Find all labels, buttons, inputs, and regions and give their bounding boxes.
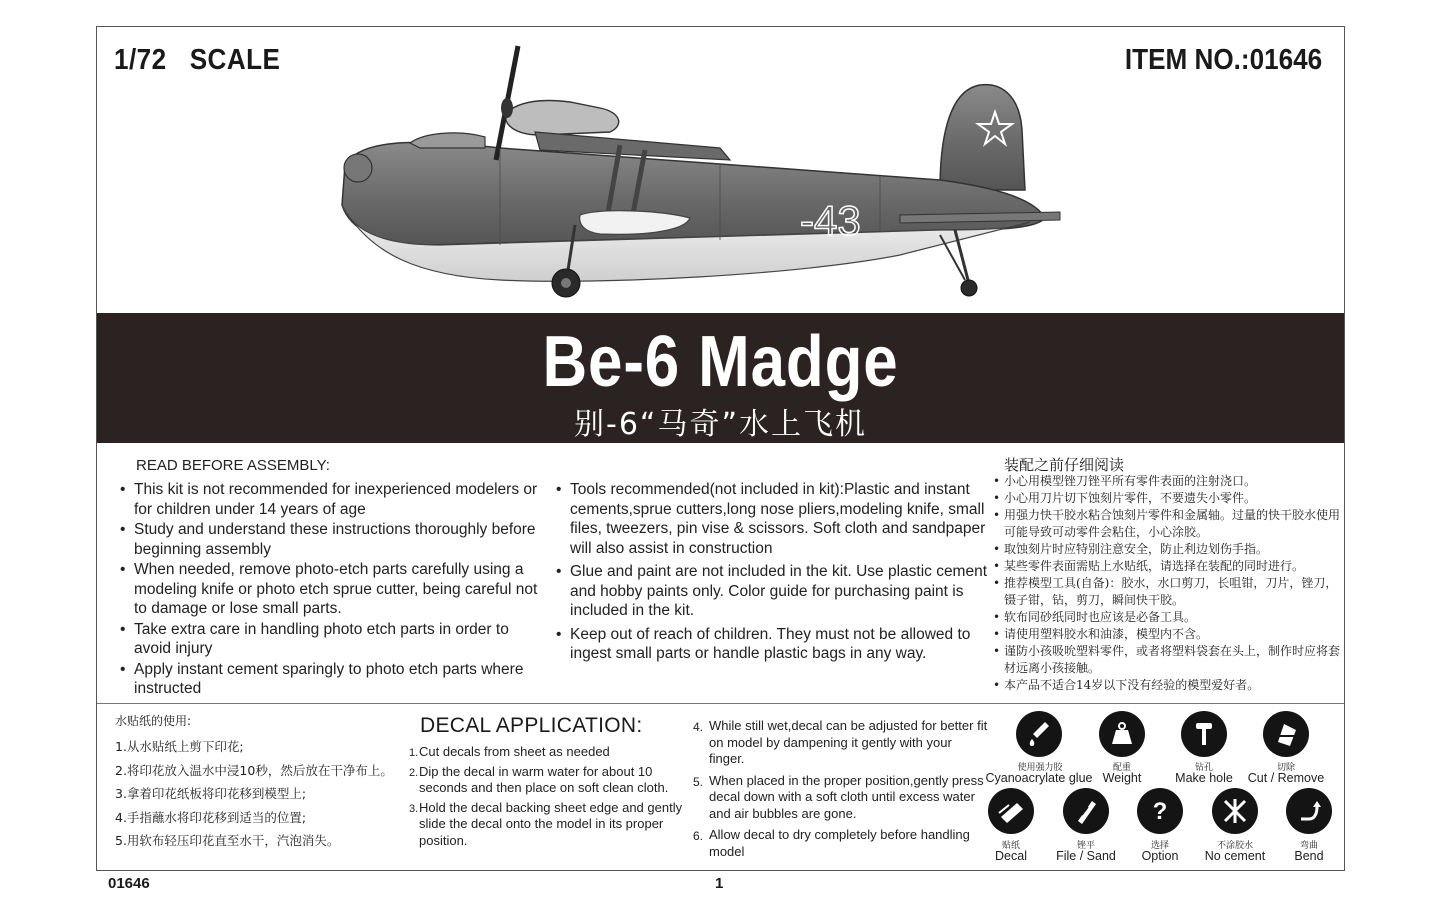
decal-step: 1. Cut decals from sheet as needed xyxy=(409,744,610,759)
chinese-note: • 本产品不适合14岁以下没有经验的模型爱好者。 xyxy=(992,677,1342,694)
glue-drop-icon xyxy=(1016,711,1062,757)
icon-label-cn: 切除 xyxy=(1276,763,1295,773)
icon-label-en: Bend xyxy=(1294,849,1324,863)
no-cement-icon xyxy=(1212,788,1258,834)
footer-item-number: 01646 xyxy=(108,875,150,892)
chinese-note: • 谨防小孩吸吮塑料零件，或者将塑料袋套在头上，制作时应将套材远离小孩接触。 xyxy=(992,643,1342,677)
chinese-note: • 小心用模型锉刀锉平所有零件表面的注射浇口。 xyxy=(992,473,1342,490)
aircraft-illustration xyxy=(300,40,1080,305)
water-decal-step: 2.将印花放入温水中浸10秒，然后放在干净布上。 xyxy=(115,762,393,778)
decal-step: 4. While still wet,decal can be adjusted for better fit on model by dampening it gently with your finger. xyxy=(693,718,988,766)
decal-application-title: DECAL APPLICATION: xyxy=(420,714,643,737)
water-decal-steps xyxy=(115,735,393,853)
section-divider xyxy=(97,703,1344,704)
scale-label: 1/72 SCALE xyxy=(114,44,281,76)
tail-fin xyxy=(940,85,1025,190)
title-band xyxy=(97,313,1344,443)
icon-label-cn: 弯曲 xyxy=(1299,841,1318,851)
icon-label-cn: 贴纸 xyxy=(1001,841,1020,851)
drill-icon xyxy=(1181,711,1227,757)
tail-wheel xyxy=(961,280,977,296)
read-before-heading: READ BEFORE ASSEMBLY: xyxy=(136,457,330,474)
water-decal-title: 水贴纸的使用: xyxy=(115,714,192,728)
read-before-item: • Take extra care in handling photo etch parts in order to avoid injury xyxy=(118,620,548,659)
read-before-item: • When needed, remove photo-etch parts carefully using a modeling knife or photo etch sprue cutter, being careful not to damage or lose small parts. xyxy=(118,560,548,619)
icon-label-cn: 选择 xyxy=(1150,841,1169,851)
read-before-item: • Study and understand these instructions thoroughly before beginning assembly xyxy=(118,520,548,559)
read-before-item: • This kit is not recommended for inexperienced modelers or for children under 14 years of age xyxy=(118,480,548,519)
read-before-item: • Apply instant cement sparingly to photo etch parts where instructed xyxy=(118,660,548,699)
water-decal-step: 4.手指蘸水将印花移到适当的位置; xyxy=(115,809,307,825)
decal-step: 3. Hold the decal backing sheet edge and gently slide the decal onto the model in its proper position. xyxy=(409,799,683,848)
icon-label-en: Make hole xyxy=(1175,771,1233,785)
chinese-note: • 软布同砂纸同时也应该是必备工具。 xyxy=(992,609,1342,626)
bend-icon xyxy=(1286,788,1332,834)
chinese-note: • 某些零件表面需贴上水贴纸，请选择在装配的同时进行。 xyxy=(992,558,1342,575)
nose-turret xyxy=(344,154,372,182)
water-decal-step: 3.拿着印花纸板将印花移到模型上; xyxy=(115,786,307,801)
chinese-notes-list xyxy=(992,473,1342,694)
icon-label-cn: 钻孔 xyxy=(1194,763,1213,773)
icon-label-en: Weight xyxy=(1102,771,1142,785)
icon-label-cn: 配重 xyxy=(1112,763,1131,773)
read-before-item: • Keep out of reach of children. They must not be allowed to ingest small parts or handle plastic bags in any way. xyxy=(554,625,989,664)
icon-label-en: Option xyxy=(1141,849,1179,863)
decal-step: 2. Dip the decal in warm water for about 10 seconds and then place on soft clean cloth. xyxy=(409,763,669,795)
decal-icon xyxy=(988,788,1034,834)
aircraft-number: -43 xyxy=(800,197,861,244)
icon-label-en: File / Sand xyxy=(1056,849,1116,863)
icon-label-cn: 不涂胶水 xyxy=(1216,841,1253,851)
question-icon xyxy=(1137,788,1183,834)
icon-label-en: No cement xyxy=(1204,849,1266,863)
icon-label-en: Decal xyxy=(995,849,1027,863)
read-before-col1 xyxy=(118,480,548,700)
read-before-item: • Glue and paint are not included in the kit. Use plastic cement and hobby paints only. Color guide for purchasing paint is included in the kit. xyxy=(554,562,989,621)
chinese-note: • 取蚀刻片时应特别注意安全，防止利边划伤手指。 xyxy=(992,541,1342,558)
item-number: ITEM NO.:01646 xyxy=(1124,44,1322,76)
read-before-item: • Tools recommended(not included in kit):Plastic and instant cements,sprue cutters,long nose pliers,modeling knife, small files, tweezers, pin vise & scissors. Soft cloth and sandpaper will also assist in construction xyxy=(554,480,989,558)
decal-steps-left xyxy=(409,744,694,852)
chinese-note: • 请使用塑料胶水和油漆，模型内不含。 xyxy=(992,626,1342,643)
kit-title-chinese: 别-6“马奇”水上飞机 xyxy=(574,407,867,442)
decal-steps-right xyxy=(693,718,988,865)
svg-text:?: ? xyxy=(1152,798,1168,825)
page-number: 1 xyxy=(715,875,724,892)
water-decal-step: 5.用软布轻压印花直至水干，汽泡消失。 xyxy=(115,833,340,848)
file-icon xyxy=(1063,788,1109,834)
read-before-col2 xyxy=(554,480,989,668)
icon-label-en: Cut / Remove xyxy=(1247,771,1325,785)
kit-title: Be-6 Madge xyxy=(542,322,899,402)
chinese-note: • 用强力快干胶水粘合蚀刻片零件和金属轴。过量的快干胶水使用可能导致可动零件会粘住，小心涂胶。 xyxy=(992,507,1342,541)
icon-label-cn: 锉平 xyxy=(1076,841,1095,851)
decal-step: 5. When placed in the proper position,gently press decal down with a soft cloth until excess water and air bubbles are gone. xyxy=(693,772,984,821)
chinese-note: • 小心用刀片切下蚀刻片零件，不要遗失小零件。 xyxy=(992,490,1342,507)
weight-icon xyxy=(1099,711,1145,757)
cockpit-glazing xyxy=(410,133,485,148)
engine-nacelle xyxy=(505,101,619,135)
icon-label-cn: 使用强力胶 xyxy=(1017,763,1063,773)
water-decal-step: 1.从水贴纸上剪下印花; xyxy=(115,739,244,754)
decal-step: 6. Allow decal to dry completely before handling model xyxy=(693,827,970,859)
icon-label-en: Cyanoacrylate glue xyxy=(985,771,1093,785)
chinese-notes-heading: 装配之前仔细阅读 xyxy=(1004,456,1125,474)
cut-icon xyxy=(1263,711,1309,757)
chinese-note: • 推荐模型工具(自备)：胶水，水口剪刀，长咀钳，刀片，锉刀，镊子钳，钻，剪刀，瞬间快干胶。 xyxy=(992,575,1342,609)
